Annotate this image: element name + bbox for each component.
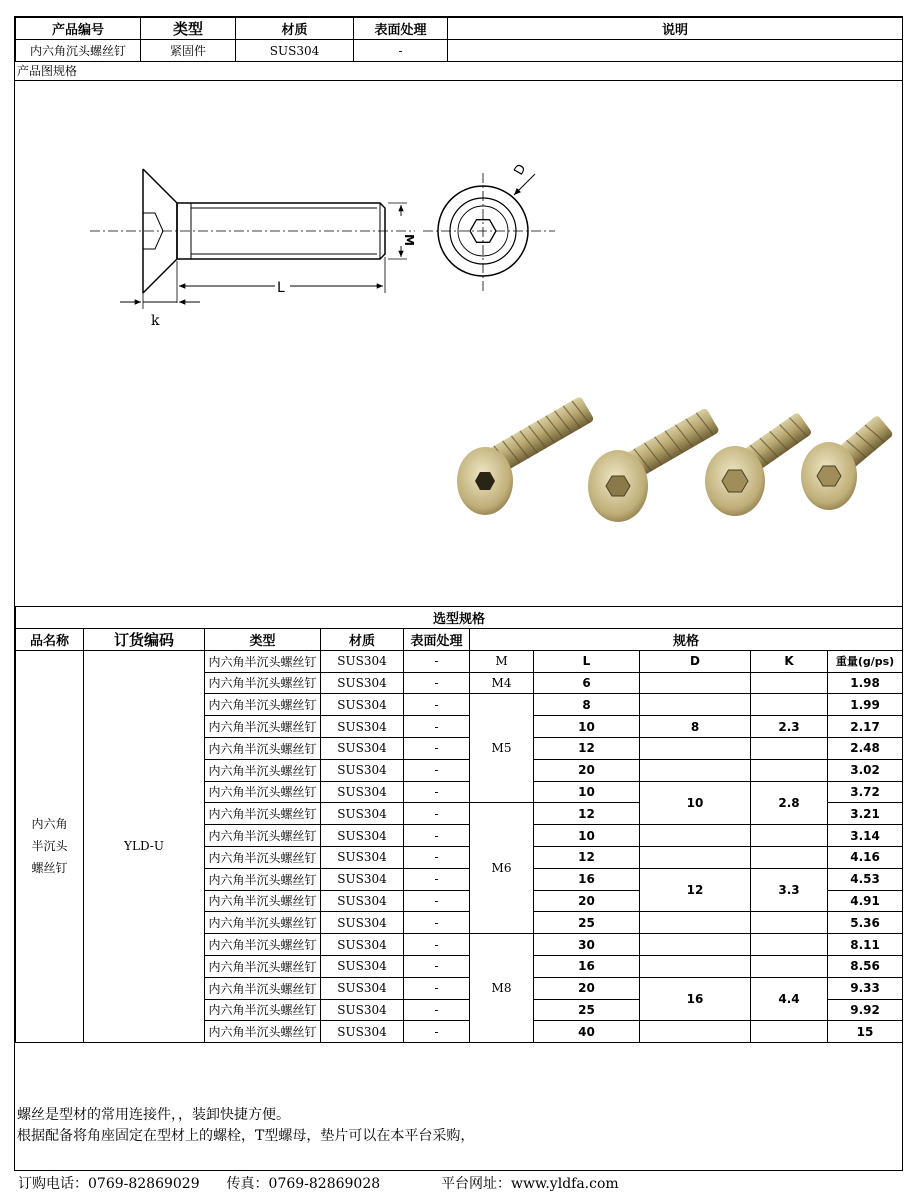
l-value: 12 (534, 803, 640, 825)
weight-value: 3.21 (828, 803, 903, 825)
row-type: 内六角半沉头螺丝钉 (205, 737, 321, 759)
weight-value: 15 (828, 1021, 903, 1043)
weight-value: 3.72 (828, 781, 903, 803)
k-value (751, 672, 828, 694)
value-description (448, 40, 903, 62)
d-value: 12 (640, 868, 751, 912)
d-value: 8 (640, 716, 751, 738)
row-surface: - (404, 716, 470, 738)
col-name: 品名称 (16, 628, 84, 650)
col-k: K (751, 650, 828, 672)
d-value: 10 (640, 781, 751, 825)
row-type: 内六角半沉头螺丝钉 (205, 650, 321, 672)
row-material: SUS304 (321, 737, 404, 759)
l-value: 20 (534, 977, 640, 999)
weight-value: 8.56 (828, 955, 903, 977)
row-type: 内六角半沉头螺丝钉 (205, 912, 321, 934)
weight-value: 9.92 (828, 999, 903, 1021)
row-material: SUS304 (321, 934, 404, 956)
row-surface: - (404, 694, 470, 716)
row-material: SUS304 (321, 977, 404, 999)
row-material: SUS304 (321, 890, 404, 912)
row-type: 内六角半沉头螺丝钉 (205, 781, 321, 803)
k-value (751, 912, 828, 934)
d-value (640, 694, 751, 716)
row-surface: - (404, 737, 470, 759)
col-spec: 规格 (470, 628, 903, 650)
l-value: 40 (534, 1021, 640, 1043)
row-material: SUS304 (321, 716, 404, 738)
d-value (640, 934, 751, 956)
header-description: 说明 (448, 18, 903, 40)
weight-value: 2.48 (828, 737, 903, 759)
value-product-code: 内六角沉头螺丝钉 (16, 40, 141, 62)
row-type: 内六角半沉头螺丝钉 (205, 846, 321, 868)
k-value: 2.8 (751, 781, 828, 825)
l-value: 16 (534, 955, 640, 977)
col-l: L (534, 650, 640, 672)
row-surface: - (404, 977, 470, 999)
weight-value: 2.17 (828, 716, 903, 738)
label-l: L (277, 280, 285, 296)
col-code: 订货编码 (84, 628, 205, 650)
header-product-code: 产品编号 (16, 18, 141, 40)
row-surface: - (404, 934, 470, 956)
m-value: M6 (470, 803, 534, 934)
l-value: 25 (534, 912, 640, 934)
l-value: 10 (534, 825, 640, 847)
header-material: 材质 (236, 18, 354, 40)
l-value: 30 (534, 934, 640, 956)
d-value (640, 825, 751, 847)
product-name: 内六角半沉头螺丝钉 (31, 817, 68, 876)
spec-title: 选型规格 (16, 607, 903, 629)
l-value: 12 (534, 737, 640, 759)
spec-table (15, 606, 903, 1043)
row-type: 内六角半沉头螺丝钉 (205, 868, 321, 890)
row-material: SUS304 (321, 868, 404, 890)
row-surface: - (404, 825, 470, 847)
footer-site: 平台网址：www.yldfa.com (441, 1176, 619, 1192)
order-code: YLD-U (84, 650, 205, 1042)
row-type: 内六角半沉头螺丝钉 (205, 716, 321, 738)
row-surface: - (404, 1021, 470, 1043)
k-value (751, 1021, 828, 1043)
col-d: D (640, 650, 751, 672)
row-type: 内六角半沉头螺丝钉 (205, 955, 321, 977)
row-material: SUS304 (321, 803, 404, 825)
weight-value: 4.91 (828, 890, 903, 912)
k-value: 2.3 (751, 716, 828, 738)
row-type: 内六角半沉头螺丝钉 (205, 890, 321, 912)
col-type: 类型 (205, 628, 321, 650)
d-value (640, 1021, 751, 1043)
k-value (751, 955, 828, 977)
row-type: 内六角半沉头螺丝钉 (205, 977, 321, 999)
weight-value: 5.36 (828, 912, 903, 934)
footer (18, 1173, 619, 1193)
side-view (90, 169, 415, 309)
weight-value: 1.98 (828, 672, 903, 694)
col-m: M (470, 650, 534, 672)
row-material: SUS304 (321, 650, 404, 672)
k-value (751, 737, 828, 759)
label-d: D (511, 161, 530, 178)
row-type: 内六角半沉头螺丝钉 (205, 934, 321, 956)
row-surface: - (404, 650, 470, 672)
m-value: M5 (470, 694, 534, 803)
note-line: 螺丝是型材的常用连接件，，装卸快捷方便。 (17, 1107, 290, 1123)
weight-value: 1.99 (828, 694, 903, 716)
row-material: SUS304 (321, 1021, 404, 1043)
k-value: 3.3 (751, 868, 828, 912)
front-view (423, 173, 555, 293)
k-value (751, 759, 828, 781)
value-surface: - (354, 40, 448, 62)
col-material: 材质 (321, 628, 404, 650)
row-material: SUS304 (321, 912, 404, 934)
l-value: 10 (534, 716, 640, 738)
row-surface: - (404, 759, 470, 781)
product-photo (457, 396, 894, 522)
section-label: 产品图规格 (15, 61, 902, 81)
row-material: SUS304 (321, 825, 404, 847)
row-material: SUS304 (321, 955, 404, 977)
d-value (640, 955, 751, 977)
spec-sheet (14, 16, 903, 1171)
row-surface: - (404, 890, 470, 912)
row-material: SUS304 (321, 672, 404, 694)
d-value (640, 912, 751, 934)
row-material: SUS304 (321, 759, 404, 781)
row-type: 内六角半沉头螺丝钉 (205, 1021, 321, 1043)
l-value: 16 (534, 868, 640, 890)
weight-value: 8.11 (828, 934, 903, 956)
value-type: 紧固件 (141, 40, 236, 62)
header-type: 类型 (141, 18, 236, 40)
weight-value: 3.02 (828, 759, 903, 781)
k-value (751, 825, 828, 847)
d-value (640, 672, 751, 694)
row-material: SUS304 (321, 999, 404, 1021)
m-value: M4 (470, 672, 534, 694)
notes (17, 1105, 474, 1147)
d-value (640, 846, 751, 868)
note-line: 根据配备将角座固定在型材上的螺栓，T型螺母，垫片可以在本平台采购， (17, 1128, 475, 1144)
technical-drawing (15, 81, 902, 605)
row-type: 内六角半沉头螺丝钉 (205, 759, 321, 781)
row-surface: - (404, 868, 470, 890)
row-surface: - (404, 955, 470, 977)
row-type: 内六角半沉头螺丝钉 (205, 999, 321, 1021)
col-surface: 表面处理 (404, 628, 470, 650)
row-type: 内六角半沉头螺丝钉 (205, 803, 321, 825)
l-value: 6 (534, 672, 640, 694)
label-m: M (402, 234, 416, 246)
k-value (751, 694, 828, 716)
weight-value: 9.33 (828, 977, 903, 999)
row-surface: - (404, 999, 470, 1021)
row-material: SUS304 (321, 846, 404, 868)
row-material: SUS304 (321, 694, 404, 716)
weight-value: 3.14 (828, 825, 903, 847)
m-value: M8 (470, 934, 534, 1043)
d-value (640, 759, 751, 781)
header-table (15, 17, 903, 62)
k-value (751, 934, 828, 956)
footer-fax: 传真：0769-82869028 (226, 1176, 381, 1192)
row-surface: - (404, 781, 470, 803)
row-type: 内六角半沉头螺丝钉 (205, 672, 321, 694)
product-figure (15, 81, 902, 605)
l-value: 8 (534, 694, 640, 716)
k-value (751, 846, 828, 868)
header-surface: 表面处理 (354, 18, 448, 40)
l-value: 20 (534, 890, 640, 912)
weight-value: 4.53 (828, 868, 903, 890)
row-type: 内六角半沉头螺丝钉 (205, 825, 321, 847)
d-value: 16 (640, 977, 751, 1021)
weight-value: 4.16 (828, 846, 903, 868)
l-value: 25 (534, 999, 640, 1021)
label-k: k (151, 313, 160, 329)
row-surface: - (404, 803, 470, 825)
row-surface: - (404, 912, 470, 934)
d-value (640, 737, 751, 759)
row-type: 内六角半沉头螺丝钉 (205, 694, 321, 716)
footer-phone: 订购电话：0769-82869029 (18, 1176, 200, 1192)
k-value: 4.4 (751, 977, 828, 1021)
product-name-cell (16, 650, 84, 1042)
col-weight: 重量(g/ps) (828, 650, 903, 672)
row-material: SUS304 (321, 781, 404, 803)
l-value: 12 (534, 846, 640, 868)
selection-spec (15, 606, 902, 1043)
l-value: 10 (534, 781, 640, 803)
l-value: 20 (534, 759, 640, 781)
value-material: SUS304 (236, 40, 354, 62)
row-surface: - (404, 846, 470, 868)
row-surface: - (404, 672, 470, 694)
